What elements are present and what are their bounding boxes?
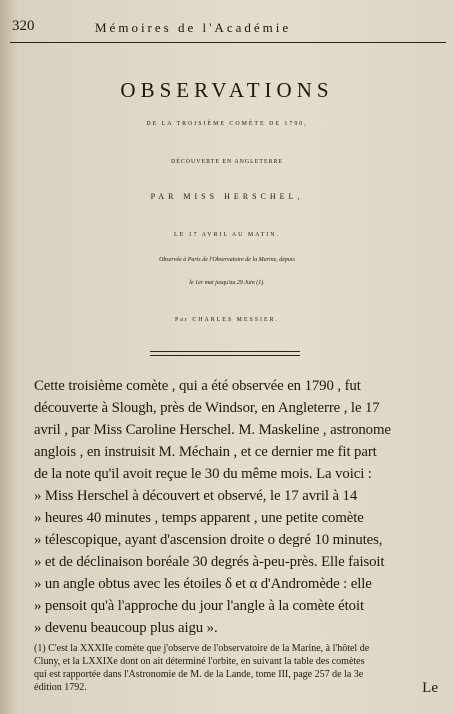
body-line: de la note qu'il avoit reçue le 30 du même mois. La voici : [34, 466, 372, 482]
body-line: découverte à Slough, près de Windsor, en Angleterre , le 17 [34, 400, 380, 416]
footnote-line: Cluny, et la LXXIXe dont on ait déterminé l'orbite, en suivant la table des comètes [34, 656, 365, 667]
page-number: 320 [12, 18, 35, 34]
body-line: » Miss Herschel à découvert et observé, le 17 avril à 14 [34, 488, 358, 504]
title-observed-paris: Observée à Paris de l'Observatoire de la Marine, depuis [159, 257, 295, 263]
section-divider-lower [150, 355, 300, 356]
title-author: Par CHARLES MESSIER. [175, 317, 279, 323]
catchword: Le [422, 680, 438, 696]
header-rule [10, 42, 446, 43]
running-head: Mémoires de l'Académie [95, 20, 292, 35]
body-line: Cette troisième comète , qui a été observée en 1790 , fut [34, 378, 361, 394]
title-comet: DE LA TROISIÈME COMÈTE DE 1790, [146, 121, 308, 127]
body-line: avril , par Miss Caroline Herschel. M. Maskeline , astronome [34, 422, 391, 438]
body-line: » heures 40 minutes , temps apparent , une petite comète [34, 510, 364, 526]
body-line: » devenu beaucoup plus aigu ». [34, 620, 218, 636]
body-line: » un angle obtus avec les étoiles δ et α d'Andromède : elle [34, 576, 372, 592]
body-line: anglois , en instruisit M. Méchain , et ce dernier me fit part [34, 444, 377, 460]
title-by-herschel: PAR MISS HERSCHEL, [150, 192, 304, 201]
body-line: » télescopique, ayant d'ascension droite o degré 10 minutes, [34, 532, 383, 548]
footnote-line: (1) C'est la XXXIIe comète que j'observe de l'observatoire de la Marine, à l'hôtel de [34, 643, 370, 654]
body-line: » et de déclinaison boréale 30 degrés à-peu-près. Elle faisoit [34, 554, 385, 570]
section-divider [150, 351, 300, 352]
body-line: » pensoit qu'à l'approche du jour l'angle à la comète étoit [34, 598, 364, 614]
title-date: LE 17 AVRIL AU MATIN. [174, 232, 280, 238]
title-date-range: le 1er mai jusqu'au 29 Juin (1). [189, 280, 265, 286]
title-observations: OBSERVATIONS [120, 78, 334, 102]
title-discovered: DÈCOUVERTE EN ANGLETERRE [171, 159, 283, 165]
footnote-line: édition 1792. [34, 682, 87, 693]
footnote-line: qui est rapportée dans l'Astronomie de M. de la Lande, tome III, page 257 de la 3e [34, 669, 364, 680]
